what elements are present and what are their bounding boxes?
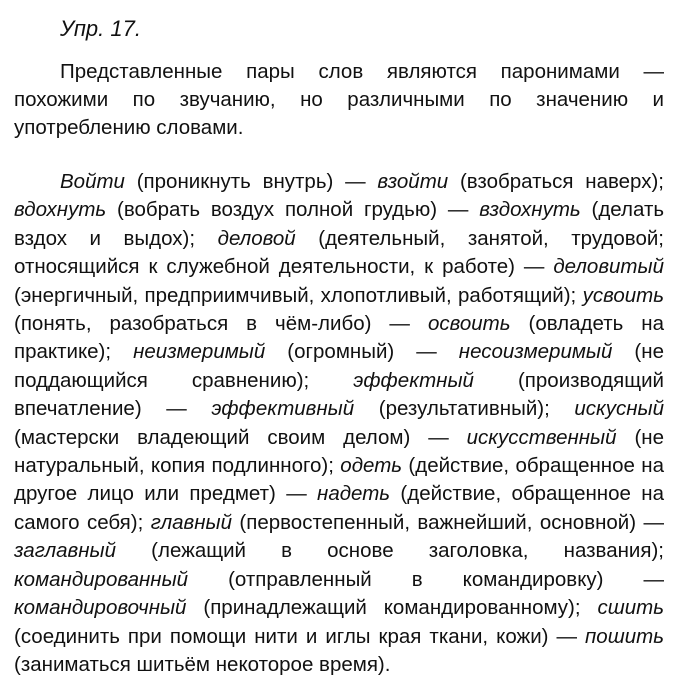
paronym-definition: (первостепенный, важнейший, основной) — xyxy=(232,510,664,534)
exercise-title: Упр. 17. xyxy=(60,16,141,41)
paronym-definition: (действие, обращенное на другое лицо или предмет) — xyxy=(14,454,664,506)
paronym-term: командированный xyxy=(14,567,189,591)
paronym-definition: (действие, обращенное на самого себя); xyxy=(14,482,664,534)
paronym-term: Войти xyxy=(60,170,125,193)
paronym-term: несоизмеримый xyxy=(458,340,613,364)
paronym-term: пошить xyxy=(585,624,664,648)
paronym-term: надеть xyxy=(317,482,391,506)
paronym-definition: (огромный) — xyxy=(265,340,459,364)
paronym-definition: (взобраться наверх); xyxy=(448,170,664,193)
paronym-term: сшить xyxy=(597,596,664,620)
paronym-term: усвоить xyxy=(582,283,664,307)
paronym-definition: (делать вздох и выдох); xyxy=(14,198,665,250)
paronym-term: эффектный xyxy=(353,368,474,392)
paronym-definition: (соединить при помощи нити и иглы края ткани, кожи) — xyxy=(14,624,586,648)
paronym-term: искусственный xyxy=(466,425,617,449)
paronym-term: освоить xyxy=(427,312,511,336)
exercise-intro: Представленные пары слов являются паронимами — похожими по звучанию, но различными по значению и употреблению словами. xyxy=(14,60,664,139)
paronym-definition: (энергичный, предприимчивый, хлопотливый, работящий); xyxy=(14,283,583,307)
paronym-term: взойти xyxy=(377,170,449,193)
paronym-term: деловитый xyxy=(553,255,664,279)
paronym-definition: (деятельный, занятой, трудовой; относящийся к служебной деятельности, к работе) — xyxy=(14,226,664,279)
paronym-term: заглавный xyxy=(14,539,117,563)
paronym-definition: (проникнуть внутрь) — xyxy=(124,170,378,193)
paronym-term: главный xyxy=(150,510,233,534)
paronym-definition: (не натуральный, копия подлинного); xyxy=(14,425,664,478)
paronym-definition: (отправленный в командировку) — xyxy=(188,567,664,591)
paronym-term: неизмеримый xyxy=(133,340,266,364)
paronym-term: командировочный xyxy=(14,596,187,620)
paronym-term: одеть xyxy=(340,454,403,478)
paronym-definition: (вобрать воздух полной грудью) — xyxy=(106,198,480,222)
paronym-definition: (результативный); xyxy=(354,397,575,421)
paronym-definition: (производящий впечатление) — xyxy=(14,368,664,421)
paronym-term: эффективный xyxy=(211,397,355,421)
paronym-definition: (овладеть на практике); xyxy=(14,312,664,364)
paronym-term: деловой xyxy=(217,226,296,250)
paronym-list xyxy=(14,168,664,679)
paronym-definition: (понять, разобраться в чём-либо) — xyxy=(14,312,428,336)
paronym-definition: (мастерски владеющий своим делом) — xyxy=(14,425,467,449)
paronym-term: вздохнуть xyxy=(479,198,581,222)
paronym-term: искусный xyxy=(574,397,664,421)
paronym-definition: (лежащий в основе заголовка, названия); xyxy=(116,539,664,563)
paronym-term: вдохнуть xyxy=(14,198,107,222)
paronym-definition: (не поддающийся сравнению); xyxy=(14,340,664,392)
paronym-definition: (принадлежащий командированному); xyxy=(186,596,598,620)
paronym-definition: (заниматься шитьём некоторое время). xyxy=(14,652,391,676)
